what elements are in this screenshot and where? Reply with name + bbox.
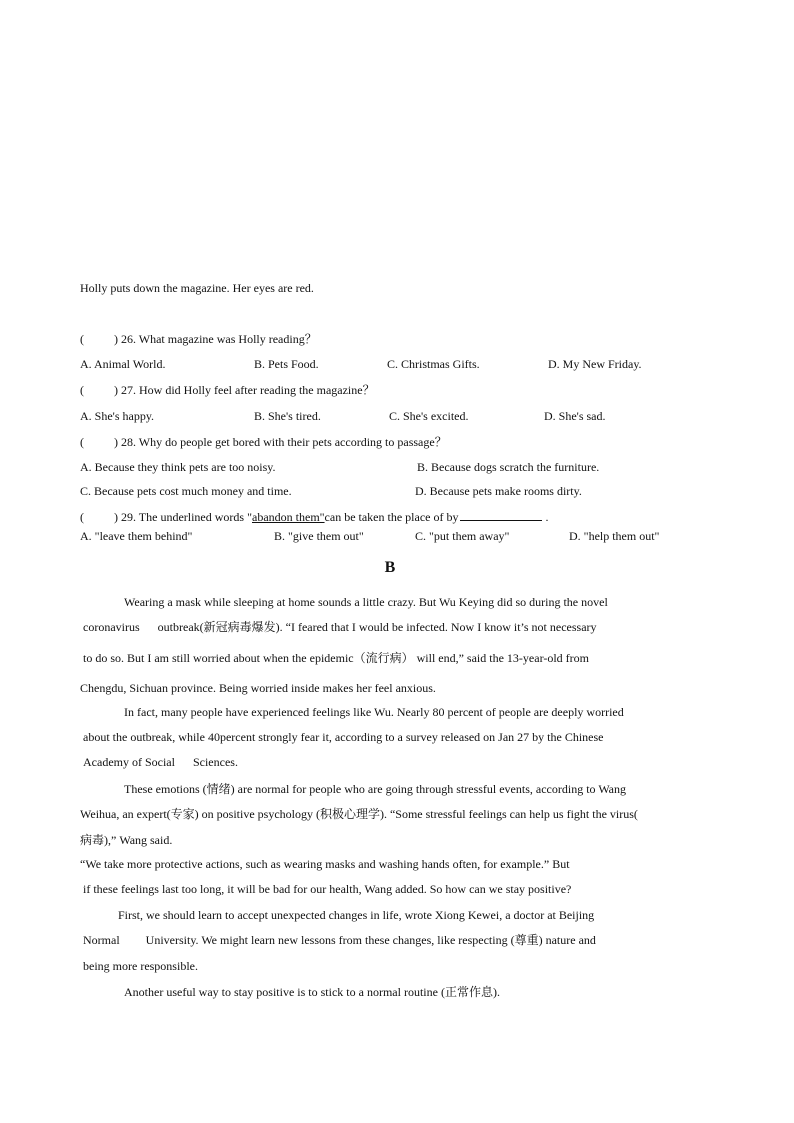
answer-paren-close: ) xyxy=(114,332,118,346)
question-stem: 27. How did Holly feel after reading the magazine？ xyxy=(121,383,375,397)
answer-paren-open: ( xyxy=(80,510,84,524)
option-d: D. My New Friday. xyxy=(548,357,642,371)
answer-paren-open: ( xyxy=(80,435,84,449)
option-d: D. Because pets make rooms dirty. xyxy=(415,484,582,498)
passage-word: coronavirus xyxy=(83,620,140,634)
section-heading: B xyxy=(384,559,396,576)
option-c: C. She's excited. xyxy=(389,409,469,423)
option-a: A. "leave them behind" xyxy=(80,529,193,543)
option-a: A. Because they think pets are too noisy. xyxy=(80,460,276,474)
answer-paren-open: ( xyxy=(80,332,84,346)
passage-line xyxy=(83,932,688,948)
question-stem-end: . xyxy=(545,510,549,524)
question-stem: 26. What magazine was Holly reading？ xyxy=(121,332,317,346)
answer-paren-close: ) xyxy=(114,383,118,397)
passage-line: These emotions (情绪) are normal for people who are going through stressful events, according to Wang xyxy=(124,782,627,796)
option-b: B. Because dogs scratch the furniture. xyxy=(417,460,600,474)
option-b: B. Pets Food. xyxy=(254,357,319,371)
passage-line: Wearing a mask while sleeping at home sounds a little crazy. But Wu Keying did so during the novel xyxy=(124,595,608,609)
passage-line: 病毒),” Wang said. xyxy=(80,833,173,847)
option-a: A. She's happy. xyxy=(80,409,155,423)
passage-line: First, we should learn to accept unexpected changes in life, wrote Xiong Kewei, a doctor at Beijing xyxy=(118,908,595,922)
passage-line: if these feelings last too long, it will be bad for our health, Wang added. So how can we stay positive? xyxy=(83,882,572,896)
passage-line: In fact, many people have experienced feelings like Wu. Nearly 80 percent of people are deeply worried xyxy=(124,705,624,719)
passage-text: Academy of Social xyxy=(83,755,175,769)
question-27 xyxy=(80,382,720,398)
passage-line xyxy=(83,754,688,770)
underlined-words: abandon them" xyxy=(252,510,325,524)
option-d: D. She's sad. xyxy=(544,409,606,423)
passage-line xyxy=(83,619,688,635)
passage-line: to do so. But I am still worried about when the epidemic（流行病） will end,” said the 13-year-old from xyxy=(83,651,589,665)
passage-word: Normal xyxy=(83,933,120,947)
intro-sentence: Holly puts down the magazine. Her eyes are red. xyxy=(80,281,314,295)
passage-line: “We take more protective actions, such as wearing masks and washing hands often, for example.” But xyxy=(80,857,570,871)
question-28 xyxy=(80,434,720,450)
passage-text: University. We might learn new lessons from these changes, like respecting (尊重) nature and xyxy=(145,933,596,947)
option-b: B. "give them out" xyxy=(274,529,364,543)
answer-paren-close: ) xyxy=(114,435,118,449)
question-stem: 28. Why do people get bored with their pets according to passage？ xyxy=(121,435,447,449)
passage-line: Another useful way to stay positive is to stick to a normal routine (正常作息). xyxy=(124,985,500,999)
option-d: D. "help them out" xyxy=(569,529,660,543)
answer-paren-close: ) xyxy=(114,510,118,524)
option-c: C. Christmas Gifts. xyxy=(387,357,480,371)
question-29 xyxy=(80,508,720,525)
option-a: A. Animal World. xyxy=(80,357,166,371)
passage-line: about the outbreak, while 40percent strongly fear it, according to a survey released on Jan 27 by the Chinese xyxy=(83,730,604,744)
option-c: C. "put them away" xyxy=(415,529,510,543)
question-stem-before: 29. The underlined words " xyxy=(121,510,252,524)
answer-paren-open: ( xyxy=(80,383,84,397)
question-26 xyxy=(80,331,720,347)
passage-text: outbreak(新冠病毒爆发). “I feared that I would be infected. Now I know it’s not necessary xyxy=(157,620,597,634)
fill-blank-line[interactable] xyxy=(460,508,542,521)
passage-line: Weihua, an expert(专家) on positive psychology (积极心理学). “Some stressful feelings can help us fight the virus( xyxy=(80,807,638,821)
option-c: C. Because pets cost much money and time. xyxy=(80,484,292,498)
passage-line: being more responsible. xyxy=(83,959,198,973)
option-b: B. She's tired. xyxy=(254,409,321,423)
question-stem-after: can be taken the place of by xyxy=(324,510,459,524)
passage-line: Chengdu, Sichuan province. Being worried inside makes her feel anxious. xyxy=(80,681,436,695)
passage-text: Sciences. xyxy=(192,755,238,769)
